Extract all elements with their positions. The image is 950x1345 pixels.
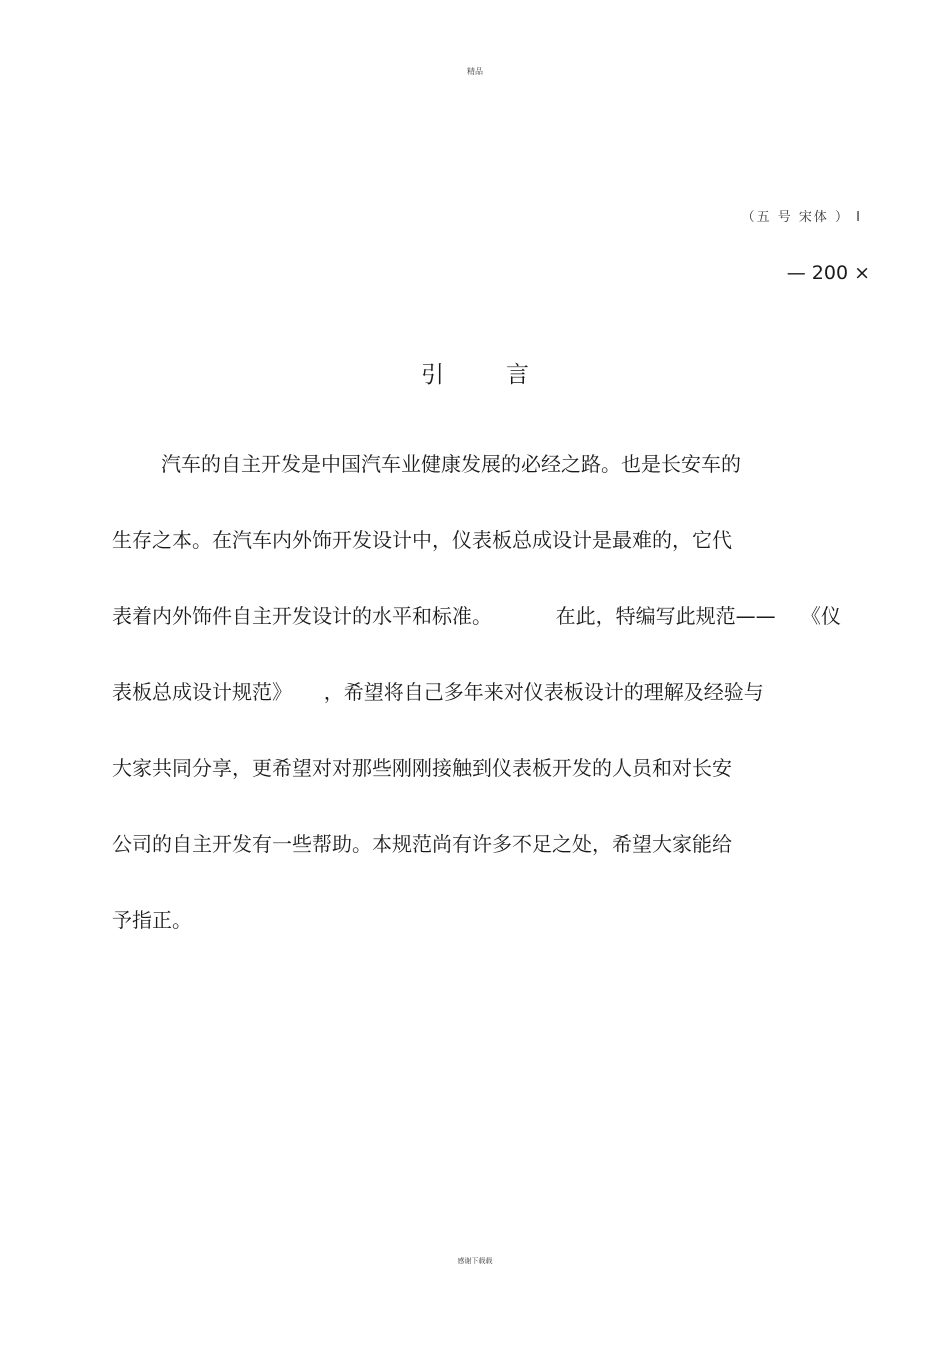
paragraph-line: 生存之本。在汽车内外饰开发设计中，仪表板总成设计是最难的，它代 xyxy=(112,528,732,552)
paragraph-line: 表板总成设计规范》 ，希望将自己多年来对仪表板设计的理解及经验与 xyxy=(112,680,764,704)
paragraph-line: 大家共同分享，更希望对对那些刚刚接触到仪表板开发的人员和对长安 xyxy=(112,756,732,780)
body-paragraph xyxy=(112,446,872,978)
footer-mark: 感谢下载载 xyxy=(457,1257,493,1265)
header-mark: 精品 xyxy=(467,67,483,76)
page-title: 引言 xyxy=(421,362,591,388)
paragraph-line: 汽车的自主开发是中国汽车业健康发展的必经之路。也是长安车的 xyxy=(161,452,741,476)
font-size-note: （五 号 宋体 ） I xyxy=(741,210,862,225)
paragraph-line: 表着内外饰件自主开发设计的水平和标准。 在此，特编写此规范—— 《仪 xyxy=(112,604,842,628)
paragraph-line: 予指正。 xyxy=(112,908,192,932)
spacing-note: — 200 × xyxy=(786,262,870,284)
paragraph-line: 公司的自主开发有一些帮助。本规范尚有许多不足之处，希望大家能给 xyxy=(112,832,732,856)
